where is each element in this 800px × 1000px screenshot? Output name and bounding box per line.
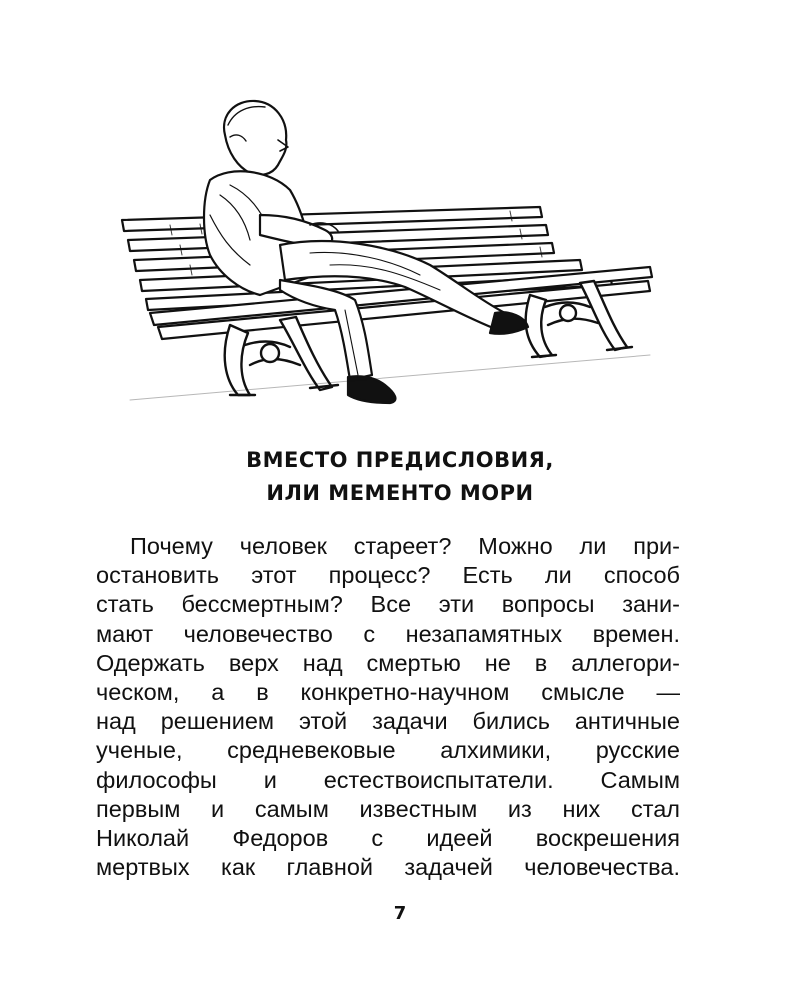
body-paragraph	[96, 532, 680, 882]
text-line: стать бессмертным? Все эти вопросы зани-	[96, 591, 680, 618]
text-line: ученые, средневековые алхимики, русские	[96, 737, 680, 764]
text-line: Одержать верх над смертью не в аллегори-	[96, 649, 680, 676]
text-line: мают человечество с незапамятных времен.	[96, 620, 680, 647]
text-line: Николай Федоров с идеей воскрешения	[96, 824, 680, 851]
text-line: первым и самым известным из них стал	[96, 795, 680, 822]
text-line: остановить этот процесс? Есть ли способ	[96, 562, 680, 589]
page-number: 7	[393, 903, 407, 924]
text-line: ческом, а в конкретно-научном смысле —	[96, 678, 680, 705]
man-on-bench-illustration	[110, 95, 655, 420]
text-line: Почему человек стареет? Можно ли при-	[130, 533, 680, 559]
chapter-heading	[0, 444, 800, 510]
text-line: над решением этой задачи бились античные	[96, 708, 680, 735]
heading-line-2: ИЛИ МЕМЕНТО МОРИ	[266, 481, 534, 505]
heading-line-1: ВМЕСТО ПРЕДИСЛОВИЯ,	[246, 448, 554, 472]
text-line: философы и естествоиспытатели. Самым	[96, 766, 680, 793]
text-line: мертвых как главной задачей человечества.	[96, 854, 680, 881]
